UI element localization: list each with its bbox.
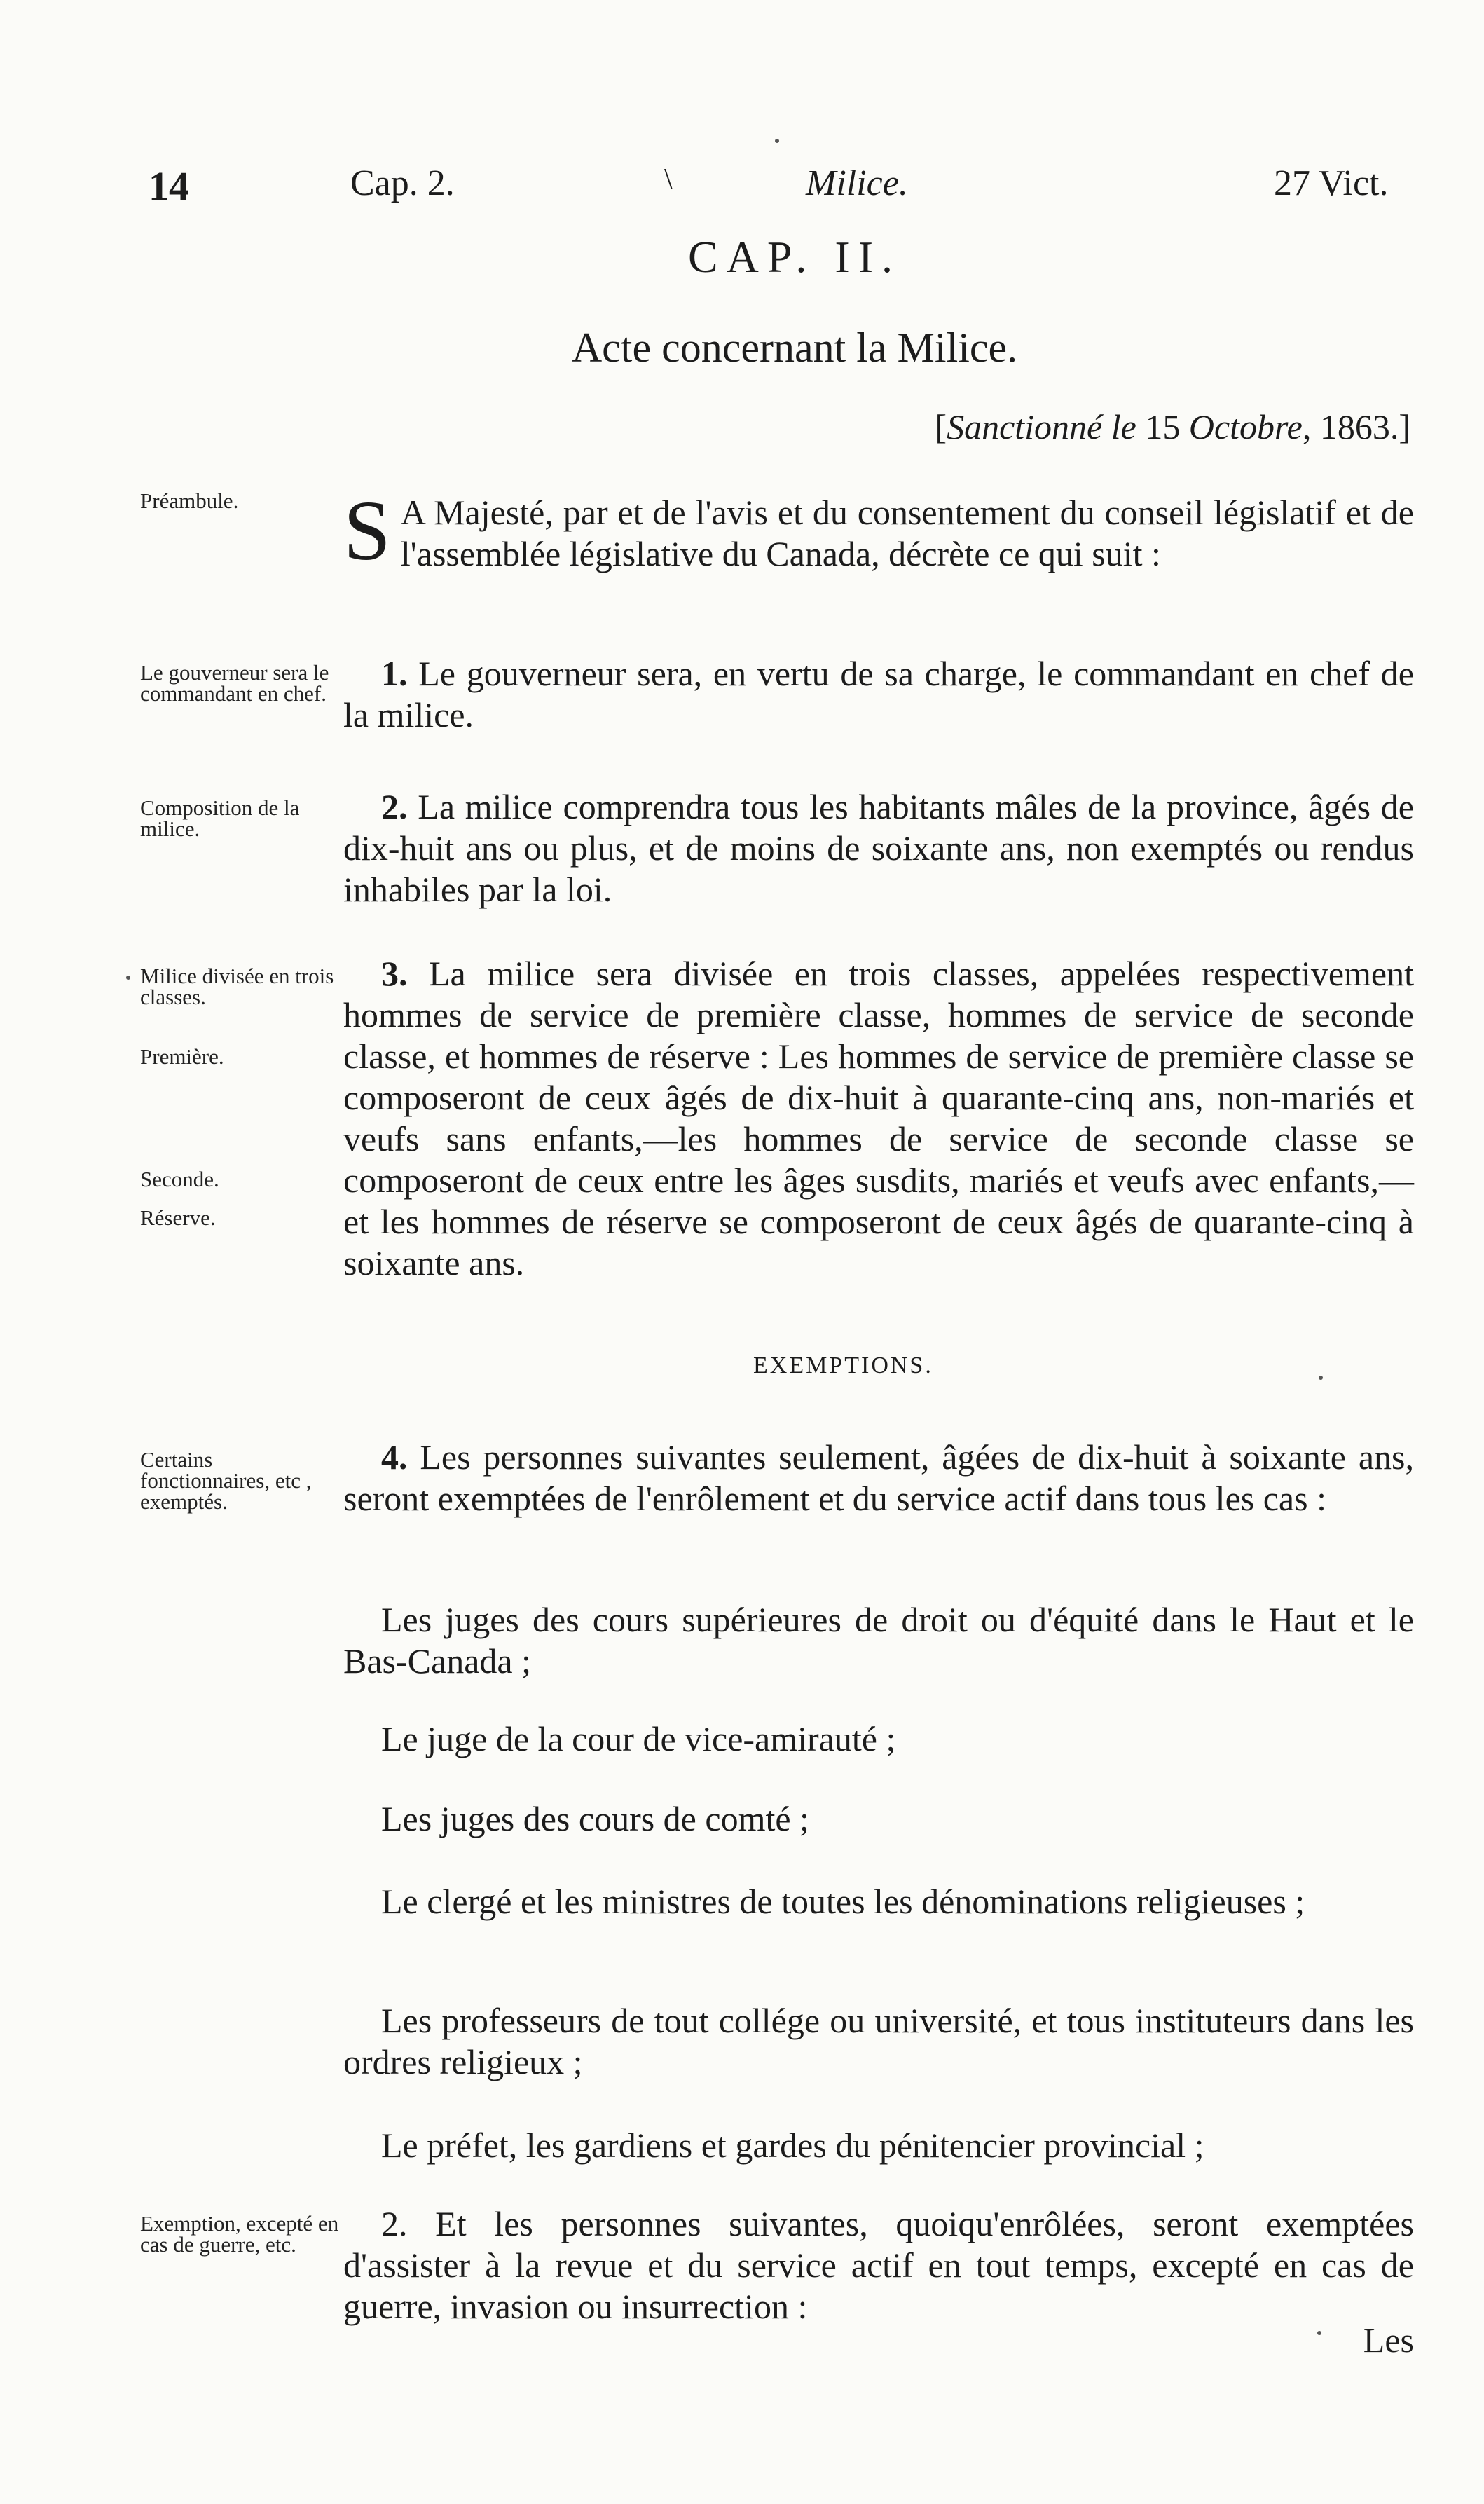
margin-note-composition: Composition de la milice. <box>140 795 300 841</box>
subsection-2-number: 2. <box>381 2204 408 2243</box>
sanction-line <box>935 406 1410 447</box>
chapter-label: Cap. 2. <box>350 163 455 203</box>
chapter-title: CAP. II. <box>687 232 902 282</box>
exemption-item-judges: Les juges des cours supérieures de droit ou d'équité dans le Haut et le Bas-Canada ; <box>343 1600 1414 1681</box>
section-4 <box>343 1437 1414 1519</box>
margin-note-war-exemption: Exemption, excepté en cas de guerre, etc. <box>140 2211 339 2257</box>
margin-note-reserve: Réserve. <box>140 1205 216 1230</box>
exemption-item-professors: Les professeurs de tout collége ou université, et tous instituteurs dans les ordres religieux ; <box>343 2001 1414 2081</box>
print-speck <box>775 139 779 143</box>
running-title: Milice. <box>806 163 908 203</box>
sanction-open-bracket: [ <box>935 407 947 446</box>
print-speck <box>1317 2331 1321 2335</box>
section-3-number: 3. <box>381 954 408 993</box>
exemptions-heading: EXEMPTIONS. <box>753 1353 933 1378</box>
exemption-item-county-judges: Les juges des cours de comté ; <box>381 1799 809 1838</box>
catchword: Les <box>1363 2320 1414 2360</box>
preamble-text: A Majesté, par et de l'avis et du consentement du conseil législatif et de l'assemblée législative du Canada, décrète ce qui suit : <box>400 493 1414 573</box>
margin-note-second: Seconde. <box>140 1167 219 1191</box>
act-title: Acte concernant la Milice. <box>571 324 1018 371</box>
section-2-text: La milice comprendra tous les habitants mâles de la province, âgés de dix-huit ans ou plus, et de moins de soixante ans, non exemptés ou rendus inhabiles par la loi. <box>343 787 1414 909</box>
sanction-year: , 1863.] <box>1302 407 1410 446</box>
page-number: 14 <box>149 163 189 209</box>
section-3-text: La milice sera divisée en trois classes, appelées respectivement hommes de service de première classe, hommes de service de seconde classe, et hommes de réserve : Les hommes de service de première classe se composeront de ceux âgés de dix-huit à quarante-cinq ans, non-mariés et veufs sans enfants,—les hommes de service de seconde classe se composeront de ceux entre les âges susdits, mariés et veufs avec enfants,—et les hommes de réserve se composeront de ceux âgés de quarante-cinq à soixante ans. <box>343 954 1414 1282</box>
exemption-item-admiralty: Le juge de la cour de vice-amirauté ; <box>381 1719 896 1758</box>
sanction-day: 15 <box>1136 407 1189 446</box>
section-2 <box>343 786 1414 910</box>
section-1-number: 1. <box>381 654 408 693</box>
stray-mark: \ <box>664 163 673 196</box>
subsection-2-text: Et les personnes suivantes, quoiqu'enrôlées, seront exemptées d'assister à la revue et du service actif en tout temps, excepté en cas de guerre, invasion ou insurrection : <box>343 2204 1414 2326</box>
section-1 <box>343 653 1414 736</box>
margin-note-exempt-officials: Certains fonctionnaires, etc , exemptés. <box>140 1447 312 1514</box>
section-4-subsection-2 <box>343 2203 1414 2327</box>
exemption-item-penitentiary: Le préfet, les gardiens et gardes du pénitencier provincial ; <box>381 2126 1204 2165</box>
section-3 <box>343 953 1414 1284</box>
preamble-paragraph <box>343 484 1414 578</box>
margin-note-governor: Le gouverneur sera le commandant en chef. <box>140 660 329 706</box>
print-speck <box>126 976 130 980</box>
sanction-label: Sanctionné le <box>947 407 1136 446</box>
section-1-text: Le gouverneur sera, en vertu de sa charge, le commandant en chef de la milice. <box>343 654 1414 734</box>
regnal-year: 27 Vict. <box>1274 163 1389 203</box>
drop-cap: S <box>343 484 391 578</box>
margin-note-first: Première. <box>140 1044 224 1069</box>
exemption-item-clergy: Le clergé et les ministres de toutes les dénominations religieuses ; <box>381 1882 1305 1921</box>
section-2-number: 2. <box>381 787 408 826</box>
section-4-number: 4. <box>381 1437 408 1477</box>
print-speck <box>1319 1376 1323 1380</box>
margin-note-divided: Milice divisée en trois classes. <box>140 964 334 1009</box>
sanction-month: Octobre <box>1188 407 1303 446</box>
margin-note-preamble: Préambule. <box>140 488 239 513</box>
section-4-text: Les personnes suivantes seulement, âgées de dix-huit à soixante ans, seront exemptées de l'enrôlement et du service actif dans tous les cas : <box>343 1437 1414 1518</box>
